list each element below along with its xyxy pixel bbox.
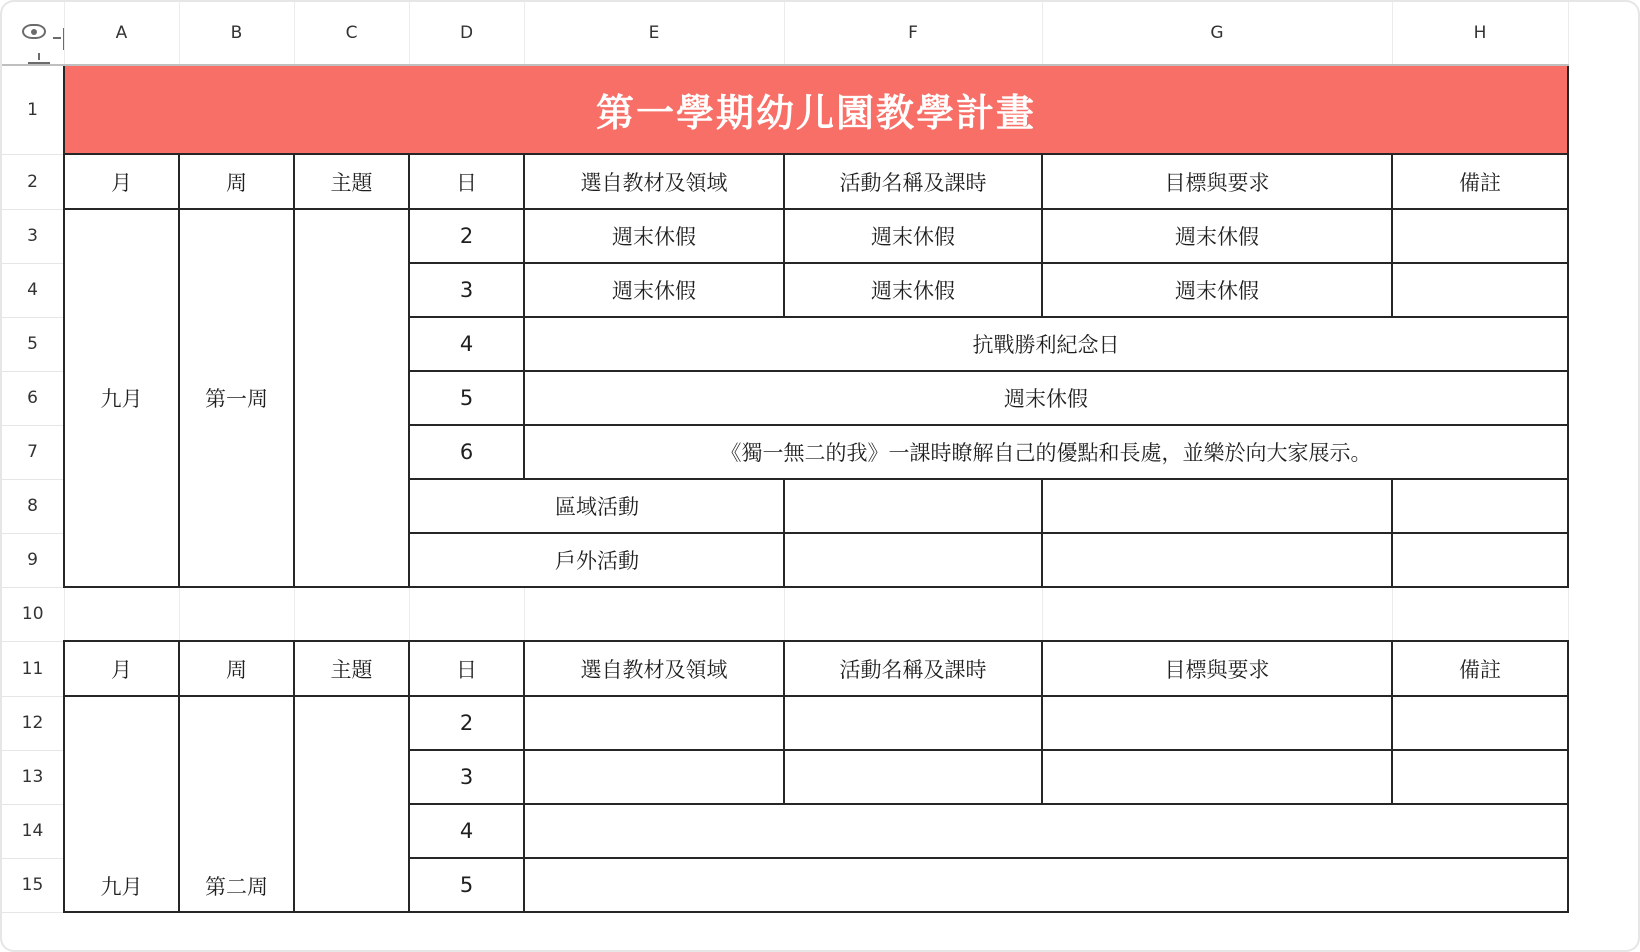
column-header-a[interactable]: A bbox=[64, 2, 179, 65]
material-cell[interactable] bbox=[524, 696, 784, 750]
activity-cell[interactable]: 週末休假 bbox=[784, 209, 1042, 263]
header-day[interactable]: 日 bbox=[409, 641, 524, 696]
day-cell[interactable]: 3 bbox=[409, 750, 524, 804]
row-number[interactable]: 2 bbox=[2, 154, 64, 209]
row-number[interactable]: 1 bbox=[2, 65, 64, 154]
empty-cell[interactable] bbox=[524, 587, 784, 641]
goals-cell[interactable]: 週末休假 bbox=[1042, 263, 1392, 317]
table-row bbox=[2, 696, 1568, 750]
month-cell[interactable]: 九月 bbox=[64, 209, 179, 587]
week-cell[interactable]: 第一周 bbox=[179, 209, 294, 587]
area-activity-cell[interactable]: 區域活動 bbox=[409, 479, 784, 533]
column-header-g[interactable]: G bbox=[1042, 2, 1392, 65]
day-cell[interactable]: 5 bbox=[409, 858, 524, 912]
merged-activity-cell[interactable]: 週末休假 bbox=[524, 371, 1568, 425]
row-number[interactable]: 6 bbox=[2, 371, 64, 425]
header-activity-name[interactable]: 活動名稱及課時 bbox=[784, 154, 1042, 209]
table-row bbox=[2, 587, 1568, 641]
row-number[interactable]: 8 bbox=[2, 479, 64, 533]
row-number[interactable]: 13 bbox=[2, 750, 64, 804]
row-number[interactable]: 11 bbox=[2, 641, 64, 696]
activity-cell[interactable] bbox=[784, 696, 1042, 750]
header-notes[interactable]: 備註 bbox=[1392, 154, 1568, 209]
sheet-title[interactable]: 第一學期幼儿園教學計畫 bbox=[64, 65, 1568, 154]
header-day[interactable]: 日 bbox=[409, 154, 524, 209]
eye-icon[interactable] bbox=[22, 24, 46, 39]
header-theme[interactable]: 主題 bbox=[294, 641, 409, 696]
notes-cell[interactable] bbox=[1392, 533, 1568, 587]
activity-cell[interactable] bbox=[784, 750, 1042, 804]
spreadsheet-grid bbox=[2, 2, 1569, 913]
material-cell[interactable]: 週末休假 bbox=[524, 209, 784, 263]
empty-cell[interactable] bbox=[1392, 587, 1568, 641]
week-cell[interactable]: 第二周 bbox=[179, 696, 294, 912]
merged-activity-cell[interactable]: 抗戰勝利紀念日 bbox=[524, 317, 1568, 371]
select-all-corner[interactable] bbox=[2, 2, 64, 65]
day-cell[interactable]: 4 bbox=[409, 804, 524, 858]
activity-cell[interactable]: 週末休假 bbox=[784, 263, 1042, 317]
theme-cell[interactable] bbox=[294, 696, 409, 912]
empty-cell[interactable] bbox=[409, 587, 524, 641]
outdoor-activity-cell[interactable]: 戶外活動 bbox=[409, 533, 784, 587]
goals-cell[interactable] bbox=[1042, 479, 1392, 533]
notes-cell[interactable] bbox=[1392, 263, 1568, 317]
row-number[interactable]: 14 bbox=[2, 804, 64, 858]
header-month[interactable]: 月 bbox=[64, 641, 179, 696]
row-number[interactable]: 3 bbox=[2, 209, 64, 263]
header-material-domain[interactable]: 選自教材及領域 bbox=[524, 154, 784, 209]
goals-cell[interactable]: 週末休假 bbox=[1042, 209, 1392, 263]
material-cell[interactable]: 週末休假 bbox=[524, 263, 784, 317]
empty-cell[interactable] bbox=[1042, 587, 1392, 641]
table-row bbox=[2, 209, 1568, 263]
merged-activity-cell[interactable]: 《獨一無二的我》一課時瞭解自己的優點和長處，並樂於向大家展示。 bbox=[524, 425, 1568, 479]
column-header-b[interactable]: B bbox=[179, 2, 294, 65]
notes-cell[interactable] bbox=[1392, 750, 1568, 804]
material-cell[interactable] bbox=[524, 750, 784, 804]
notes-cell[interactable] bbox=[1392, 696, 1568, 750]
column-header-f[interactable]: F bbox=[784, 2, 1042, 65]
day-cell[interactable]: 3 bbox=[409, 263, 524, 317]
freeze-row-icon[interactable] bbox=[28, 52, 50, 65]
header-goals[interactable]: 目標與要求 bbox=[1042, 154, 1392, 209]
header-month[interactable]: 月 bbox=[64, 154, 179, 209]
header-activity-name[interactable]: 活動名稱及課時 bbox=[784, 641, 1042, 696]
goals-cell[interactable] bbox=[1042, 696, 1392, 750]
merged-activity-cell[interactable] bbox=[524, 804, 1568, 858]
month-cell[interactable]: 九月 bbox=[64, 696, 179, 912]
day-cell[interactable]: 2 bbox=[409, 696, 524, 750]
theme-cell[interactable] bbox=[294, 209, 409, 587]
day-cell[interactable]: 2 bbox=[409, 209, 524, 263]
merged-activity-cell[interactable] bbox=[524, 858, 1568, 912]
day-cell[interactable]: 6 bbox=[409, 425, 524, 479]
row-number[interactable]: 4 bbox=[2, 263, 64, 317]
goals-cell[interactable] bbox=[1042, 750, 1392, 804]
header-material-domain[interactable]: 選自教材及領域 bbox=[524, 641, 784, 696]
day-cell[interactable]: 4 bbox=[409, 317, 524, 371]
empty-cell[interactable] bbox=[179, 587, 294, 641]
header-week[interactable]: 周 bbox=[179, 641, 294, 696]
column-header-c[interactable]: C bbox=[294, 2, 409, 65]
freeze-column-icon[interactable] bbox=[52, 28, 64, 50]
goals-cell[interactable] bbox=[1042, 533, 1392, 587]
header-theme[interactable]: 主題 bbox=[294, 154, 409, 209]
row-number[interactable]: 5 bbox=[2, 317, 64, 371]
row-number[interactable]: 15 bbox=[2, 858, 64, 912]
row-number[interactable]: 12 bbox=[2, 696, 64, 750]
column-header-d[interactable]: D bbox=[409, 2, 524, 65]
header-notes[interactable]: 備註 bbox=[1392, 641, 1568, 696]
notes-cell[interactable] bbox=[1392, 209, 1568, 263]
column-header-row bbox=[2, 2, 1568, 65]
header-goals[interactable]: 目標與要求 bbox=[1042, 641, 1392, 696]
row-number[interactable]: 7 bbox=[2, 425, 64, 479]
empty-cell[interactable] bbox=[294, 587, 409, 641]
day-cell[interactable]: 5 bbox=[409, 371, 524, 425]
notes-cell[interactable] bbox=[1392, 479, 1568, 533]
activity-cell[interactable] bbox=[784, 533, 1042, 587]
header-week[interactable]: 周 bbox=[179, 154, 294, 209]
empty-cell[interactable] bbox=[784, 587, 1042, 641]
row-number[interactable]: 10 bbox=[2, 587, 64, 641]
activity-cell[interactable] bbox=[784, 479, 1042, 533]
table-row bbox=[2, 65, 1568, 154]
column-header-e[interactable]: E bbox=[524, 2, 784, 65]
table-row bbox=[2, 641, 1568, 696]
empty-cell[interactable] bbox=[64, 587, 179, 641]
column-header-h[interactable]: H bbox=[1392, 2, 1568, 65]
row-number[interactable]: 9 bbox=[2, 533, 64, 587]
table-row bbox=[2, 154, 1568, 209]
